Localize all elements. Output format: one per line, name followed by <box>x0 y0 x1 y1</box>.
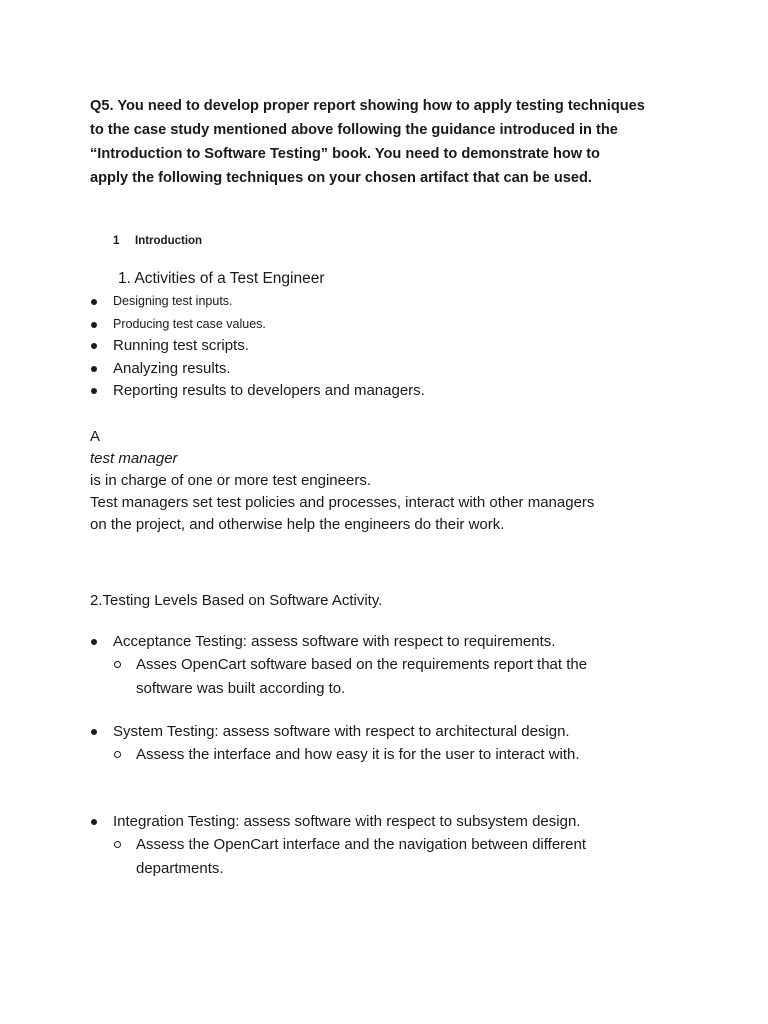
detail-line: Assess the interface and how easy it is for the user to interact with. <box>136 746 580 763</box>
list-item-text: Designing test inputs. <box>113 294 233 308</box>
bullet-icon <box>91 639 97 645</box>
question-line: apply the following techniques on your chosen artifact that can be used. <box>90 170 592 186</box>
bullet-icon <box>91 343 97 349</box>
paragraph-line <box>90 426 690 492</box>
paragraph-line: on the project, and otherwise help the engineers do their work. <box>90 516 505 533</box>
sub-bullet-icon <box>114 841 121 848</box>
detail-line: departments. <box>136 860 224 877</box>
list-item-text: Reporting results to developers and managers. <box>113 382 425 399</box>
paragraph-prefix: A <box>90 428 101 445</box>
list-item-text: Running test scripts. <box>113 337 249 354</box>
activities-small-list <box>0 290 768 336</box>
bullet-icon <box>91 819 97 825</box>
level-detail <box>0 653 768 701</box>
sub-bullet-icon <box>114 661 121 668</box>
level-title-text: System Testing: assess software with respect to architectural design. <box>113 723 570 740</box>
sub-bullet-icon <box>114 751 121 758</box>
activities-heading: 1. Activities of a Test Engineer <box>118 270 325 287</box>
question-line: Q5. You need to develop proper report showing how to apply testing techniques <box>90 98 645 114</box>
list-item <box>0 358 768 381</box>
bullet-icon <box>91 366 97 372</box>
level-acceptance-testing <box>0 631 768 701</box>
question-line: to the case study mentioned above following the guidance introduced in the <box>90 122 618 138</box>
paragraph-line: Test managers set test policies and processes, interact with other managers <box>90 494 595 511</box>
detail-line: software was built according to. <box>136 680 346 697</box>
list-item <box>0 335 768 358</box>
question-line: “Introduction to Software Testing” book. You need to demonstrate how to <box>90 146 600 162</box>
level-detail <box>0 833 768 881</box>
list-item-text: Analyzing results. <box>113 359 231 377</box>
paragraph-suffix: is in charge of one or more test engineers. <box>90 472 371 489</box>
level-title-text: Integration Testing: assess software with respect to subsystem design. <box>113 813 581 830</box>
level-title <box>0 811 768 833</box>
level-title-text: Acceptance Testing: assess software with respect to requirements. <box>113 633 556 650</box>
test-manager-paragraph <box>90 426 690 536</box>
list-item-text: Producing test case values. <box>113 317 266 331</box>
level-integration-testing <box>0 811 768 881</box>
section-title: Introduction <box>135 235 203 247</box>
level-title <box>0 721 768 743</box>
level-detail <box>0 743 768 767</box>
bullet-icon <box>91 388 97 394</box>
section-number: 1 <box>113 235 120 247</box>
activities-large-list <box>0 335 768 403</box>
section-heading-introduction <box>113 233 202 249</box>
level-title <box>0 631 768 653</box>
detail-line: Assess the OpenCart interface and the navigation between different <box>136 836 587 853</box>
detail-line: Asses OpenCart software based on the requirements report that the <box>136 656 588 673</box>
testing-levels-heading: 2.Testing Levels Based on Software Activity. <box>90 592 383 609</box>
bullet-icon <box>91 729 97 735</box>
list-item <box>0 380 768 403</box>
question-text <box>90 94 690 190</box>
test-manager-term: test manager <box>90 450 178 467</box>
level-system-testing <box>0 721 768 767</box>
bullet-icon <box>91 322 97 328</box>
list-item <box>0 290 768 313</box>
bullet-icon <box>91 299 97 305</box>
list-item <box>0 313 768 336</box>
